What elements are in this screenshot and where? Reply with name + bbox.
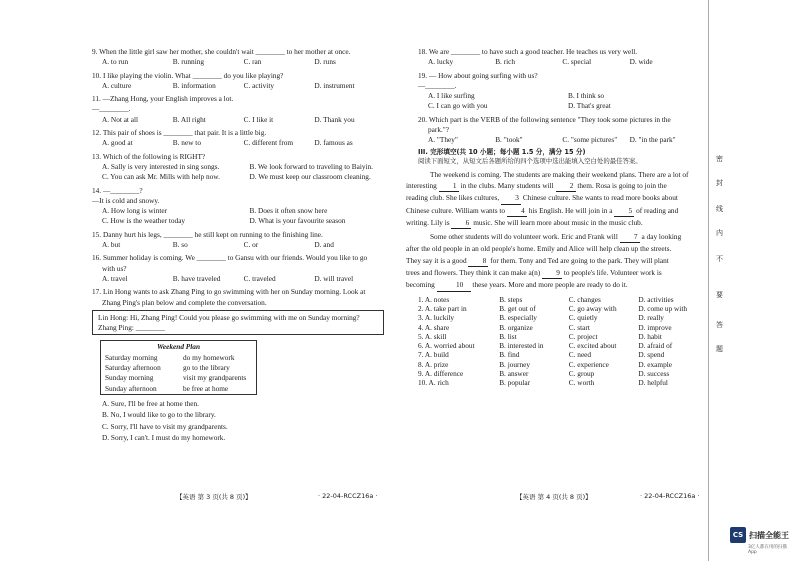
question-10 [92, 72, 397, 90]
watermark-tagline: 3亿人都在用的扫描App [748, 545, 787, 555]
options [428, 136, 708, 143]
option-b: B. find [499, 350, 520, 360]
passage-text: in the clubs. Many students will [458, 180, 556, 190]
option-b: B. information [172, 80, 216, 90]
option-b: B. list [499, 331, 517, 341]
cloze-options [418, 296, 708, 387]
option-a: 5. A. skill [418, 331, 447, 341]
options [102, 163, 397, 170]
option-d: D. That's great [568, 101, 611, 111]
options [102, 241, 397, 248]
option-a: A. Not at all [102, 114, 139, 124]
option-a: 2. A. take part in [418, 303, 467, 313]
question-19 [418, 72, 708, 110]
page-code-left: · 22-04-RCCZ16a · [318, 492, 378, 500]
option-a: A. Sally is very interested in sing songs. [102, 161, 220, 171]
dialog-line-lin-hong: Lin Hong: Hi, Zhang Ping! Could you please go swimming with me on Sunday morning? [98, 312, 360, 322]
option-d: D. Sorry, I can't. I must do my homework. [102, 432, 226, 442]
passage-text: to people's life. Volunteer work is [562, 268, 662, 278]
scanner-watermark [730, 527, 789, 543]
cloze-option-row [418, 342, 708, 349]
options [102, 400, 397, 441]
question-text: 13. Which of the following is RIGHT? [92, 151, 206, 161]
option-d: D. instrument [314, 80, 355, 90]
option-d: D. runs [314, 57, 336, 67]
option-a: 6. A. worried about [418, 341, 475, 351]
cloze-blank-7: 7 [620, 231, 640, 243]
page-footer-left: 【英语 第 3 页(共 8 页)】 [176, 493, 252, 501]
cloze-option-row [418, 296, 708, 303]
question-text: 16. Summer holiday is coming. We ________ to Gansu with our friends. Would you like to go [92, 253, 368, 263]
passage-line: The weekend is coming. The students are making their weekend plans. There are a lot of [430, 169, 689, 179]
option-d: D. What is your favourite season [249, 216, 346, 226]
section-instruction: 阅读下面短文，从短文后各题所给的四个选项中选出能填入空白处的最佳答案。 [418, 157, 642, 166]
plan-activity: be free at home [183, 383, 229, 393]
option-a: A. "They" [428, 135, 458, 145]
cloze-option-row [418, 305, 708, 312]
cloze-blank-5: 5 [614, 205, 634, 217]
options [102, 173, 397, 180]
strip-char: 封 [716, 179, 723, 187]
option-d: D. famous as [314, 138, 353, 148]
passage-text: after the old people in an old people's home. Emily and Alice will help clean up the streets. [406, 244, 672, 254]
option-a: A. lucky [428, 57, 454, 67]
option-a: 3. A. luckily [418, 313, 455, 323]
option-b: B. All right [172, 114, 206, 124]
options [102, 82, 397, 89]
option-d: D. activities [638, 294, 674, 304]
option-d: D. afraid of [638, 341, 673, 351]
cloze-passage-paragraph-2 [406, 231, 708, 291]
watermark-name: 扫描全能王 [749, 530, 789, 540]
option-a: A. culture [102, 80, 132, 90]
options [428, 102, 708, 109]
options [102, 217, 397, 224]
option-a: A. to run [102, 57, 129, 67]
option-c: C. go away with [568, 303, 617, 313]
question-20 [418, 116, 708, 144]
option-d: D. habit [638, 331, 662, 341]
option-b: B. No, I would like to go to the library. [102, 410, 216, 420]
option-c: C. Sorry, I'll have to visit my grandparents. [102, 421, 228, 431]
question-sub: park."? [428, 125, 450, 135]
option-b: B. so [172, 240, 188, 250]
plan-time: Saturday afternoon [105, 363, 161, 373]
option-a: A. travel [102, 273, 128, 283]
cloze-option-row [418, 333, 708, 340]
strip-char: 题 [716, 345, 723, 353]
question-sub: Zhang Ping's plan below and complete the conversation. [102, 297, 267, 307]
cloze-blank-6: 6 [451, 217, 471, 229]
option-b: B. steps [499, 294, 523, 304]
cloze-blank-4: 4 [507, 205, 527, 217]
option-b: B. We look forward to traveling to Baiyin. [249, 161, 374, 171]
strip-char: 内 [716, 229, 723, 237]
strip-char: 不 [716, 255, 723, 263]
cloze-option-row [418, 361, 708, 368]
plan-title: Weekend Plan [156, 342, 201, 352]
option-a: 9. A. difference [418, 369, 464, 379]
strip-char: 要 [716, 291, 723, 299]
options [428, 92, 708, 99]
right-page [406, 47, 708, 389]
option-b: B. get out of [499, 303, 536, 313]
question-12 [92, 129, 397, 147]
passage-text: reading club. She likes cultures, [406, 193, 502, 203]
option-d: D. and [314, 240, 334, 250]
option-c: C. project [568, 331, 598, 341]
plan-activity: visit my grandparents [183, 373, 247, 383]
dialog-box [92, 310, 384, 336]
passage-text: a day looking [639, 232, 682, 242]
passage-text: interesting [406, 180, 439, 190]
cloze-option-row [418, 314, 708, 321]
question-11 [92, 95, 397, 123]
cloze-option-row [418, 379, 708, 386]
question-text: 15. Danny hurt his legs, ________ he still kept on running to the finishing line. [92, 229, 323, 239]
cloze-option-row [418, 370, 708, 377]
option-d: D. example [638, 359, 673, 369]
passage-text: Chinese culture. William wants to [406, 205, 507, 215]
question-text: 18. We are ________ to have such a good teacher. He teaches us very well. [418, 47, 638, 56]
option-b: B. Does it often snow here [249, 206, 328, 216]
option-c: C. start [568, 322, 590, 332]
options [428, 58, 708, 65]
option-a: 10. A. rich [418, 378, 449, 388]
passage-text: these years. More and more people are ready to do it. [470, 280, 628, 290]
option-c: C. excited about [568, 341, 617, 351]
question-15 [92, 231, 397, 249]
option-c: C. group [568, 369, 595, 379]
option-d: D. Thank you [314, 114, 355, 124]
cloze-blank-3: 3 [501, 192, 521, 204]
option-d: D. come up with [638, 303, 688, 313]
option-a: A. good at [102, 138, 133, 148]
strip-char: 密 [716, 155, 723, 163]
plan-time: Sunday afternoon [105, 383, 157, 393]
question-text: 10. I like playing the violin. What ________ do you like playing? [92, 70, 284, 80]
weekend-plan-table [100, 340, 257, 394]
plan-time: Saturday morning [105, 352, 158, 362]
option-b: B. interested in [499, 341, 544, 351]
plan-activity: go to the library [183, 363, 230, 373]
option-a: 7. A. build [418, 350, 449, 360]
question-18 [418, 48, 708, 66]
question-sub: —It is cold and snowy. [92, 195, 160, 205]
cloze-blank-9: 9 [542, 267, 562, 279]
option-d: D. helpful [638, 378, 668, 388]
option-b: B. especially [499, 313, 537, 323]
passage-text: They say it is a good [406, 255, 469, 265]
camscanner-logo-icon: CS [730, 527, 746, 543]
option-d: D. wide [629, 57, 653, 67]
option-d: D. spend [638, 350, 665, 360]
question-text: 11. —Zhang Hong, your English improves a lot. [92, 94, 234, 104]
passage-text: them. Rosa is going to join the [575, 180, 667, 190]
cloze-blank-10: 10 [437, 279, 471, 291]
option-d: D. success [638, 369, 670, 379]
options [102, 116, 397, 123]
option-c: C. or [243, 240, 259, 250]
option-c: C. You can ask Mr. Mills with help now. [102, 172, 220, 182]
options [102, 58, 397, 65]
option-b: B. new to [172, 138, 201, 148]
cloze-option-row [418, 351, 708, 358]
option-c: C. How is the weather today [102, 216, 186, 226]
option-d: D. will travel [314, 273, 354, 283]
question-sub: —________. [92, 104, 131, 114]
passage-text: music. She will learn more about music in the music club. [471, 217, 643, 227]
dialog-line-zhang-ping: Zhang Ping: ________ [98, 323, 165, 333]
question-text: 19. — How about going surfing with us? [418, 70, 538, 80]
section-heading: III. 完形填空(共 10 小题；每小题 1.5 分，满分 15 分) [418, 147, 586, 156]
option-c: C. changes [568, 294, 601, 304]
passage-text: of reading and [634, 205, 679, 215]
option-a: 4. A. share [418, 322, 450, 332]
option-a: A. How long is winter [102, 206, 168, 216]
option-a: A. I like surfing [428, 91, 475, 101]
cloze-option-row [418, 324, 708, 331]
cloze-passage-paragraph-1 [406, 169, 708, 229]
option-a: A. Sure, I'll be free at home then. [102, 398, 199, 408]
question-text: 9. When the little girl saw her mother, she couldn't wait ________ to her mother at once. [92, 47, 351, 56]
passage-text: for them. Tony and Ted are going to the park. They will plant [488, 255, 669, 265]
option-a: 8. A. prize [418, 359, 449, 369]
option-c: C. need [568, 350, 592, 360]
option-c: C. I can go with you [428, 101, 488, 111]
option-b: B. answer [499, 369, 529, 379]
option-b: B. I think so [568, 91, 605, 101]
option-d: D. improve [638, 322, 672, 332]
options [102, 275, 397, 282]
question-sub: —________. [418, 80, 457, 90]
left-page [92, 48, 397, 441]
question-text: 12. This pair of shoes is ________ that pair. It is a little big. [92, 128, 267, 138]
passage-text: writing. Lily is [406, 217, 452, 227]
option-c: C. "some pictures" [562, 135, 618, 145]
option-b: B. popular [499, 378, 530, 388]
option-b: B. "took" [495, 135, 523, 145]
option-a: 1. A. notes [418, 294, 450, 304]
page-code-right: · 22-04-RCCZ16a · [640, 492, 700, 500]
option-d: D. We must keep our classroom cleaning. [249, 172, 371, 182]
question-17 [92, 288, 397, 441]
option-b: B. rich [495, 57, 516, 67]
passage-text: Chinese culture. She wants to read more books about [521, 193, 678, 203]
option-c: C. activity [243, 80, 274, 90]
option-b: B. organize [499, 322, 533, 332]
option-b: B. running [172, 57, 205, 67]
plan-time: Sunday morning [105, 373, 154, 383]
plan-activity: do my homework [183, 352, 235, 362]
option-b: B. journey [499, 359, 530, 369]
options [102, 139, 397, 146]
option-c: C. traveled [243, 273, 276, 283]
passage-text: becoming [406, 280, 437, 290]
passage-text: Some other students will do volunteer work. Eric and Frank will [430, 232, 620, 242]
plan-row [105, 385, 252, 392]
cloze-blank-2: 2 [556, 180, 576, 192]
option-c: C. different from [243, 138, 294, 148]
options [102, 207, 397, 214]
binding-strip [708, 0, 731, 561]
option-b: B. have traveled [172, 273, 221, 283]
cloze-blank-8: 8 [468, 255, 488, 267]
question-text: 17. Lin Hong wants to ask Zhang Ping to go swimming with her on Sunday morning. Look at [92, 287, 366, 297]
strip-char: 答 [716, 321, 723, 329]
option-a: A. but [102, 240, 121, 250]
passage-text: his English. He will join in a [526, 205, 615, 215]
passage-text: trees and flowers. They think it can make a(n) [406, 268, 543, 278]
option-c: C. quietly [568, 313, 598, 323]
question-13 [92, 153, 397, 181]
question-14 [92, 187, 397, 225]
question-sub: with us? [102, 263, 127, 273]
option-d: D. really [638, 313, 664, 323]
option-c: C. special [562, 57, 592, 67]
question-text: 20. Which part is the VERB of the following sentence "They took some pictures in the [418, 114, 671, 124]
question-16 [92, 254, 397, 282]
plan-row [105, 374, 252, 381]
plan-row [105, 354, 252, 361]
option-d: D. "in the park" [629, 135, 676, 145]
page-footer-right: 【英语 第 4 页(共 8 页)】 [516, 493, 592, 501]
option-c: C. ran [243, 57, 262, 67]
question-9 [92, 48, 397, 66]
strip-char: 线 [716, 205, 723, 213]
plan-row [105, 364, 252, 371]
option-c: C. worth [568, 378, 595, 388]
cloze-blank-1: 1 [439, 180, 459, 192]
option-c: C. experience [568, 359, 609, 369]
question-text: 14. —________? [92, 185, 143, 195]
option-c: C. I like it [243, 114, 274, 124]
